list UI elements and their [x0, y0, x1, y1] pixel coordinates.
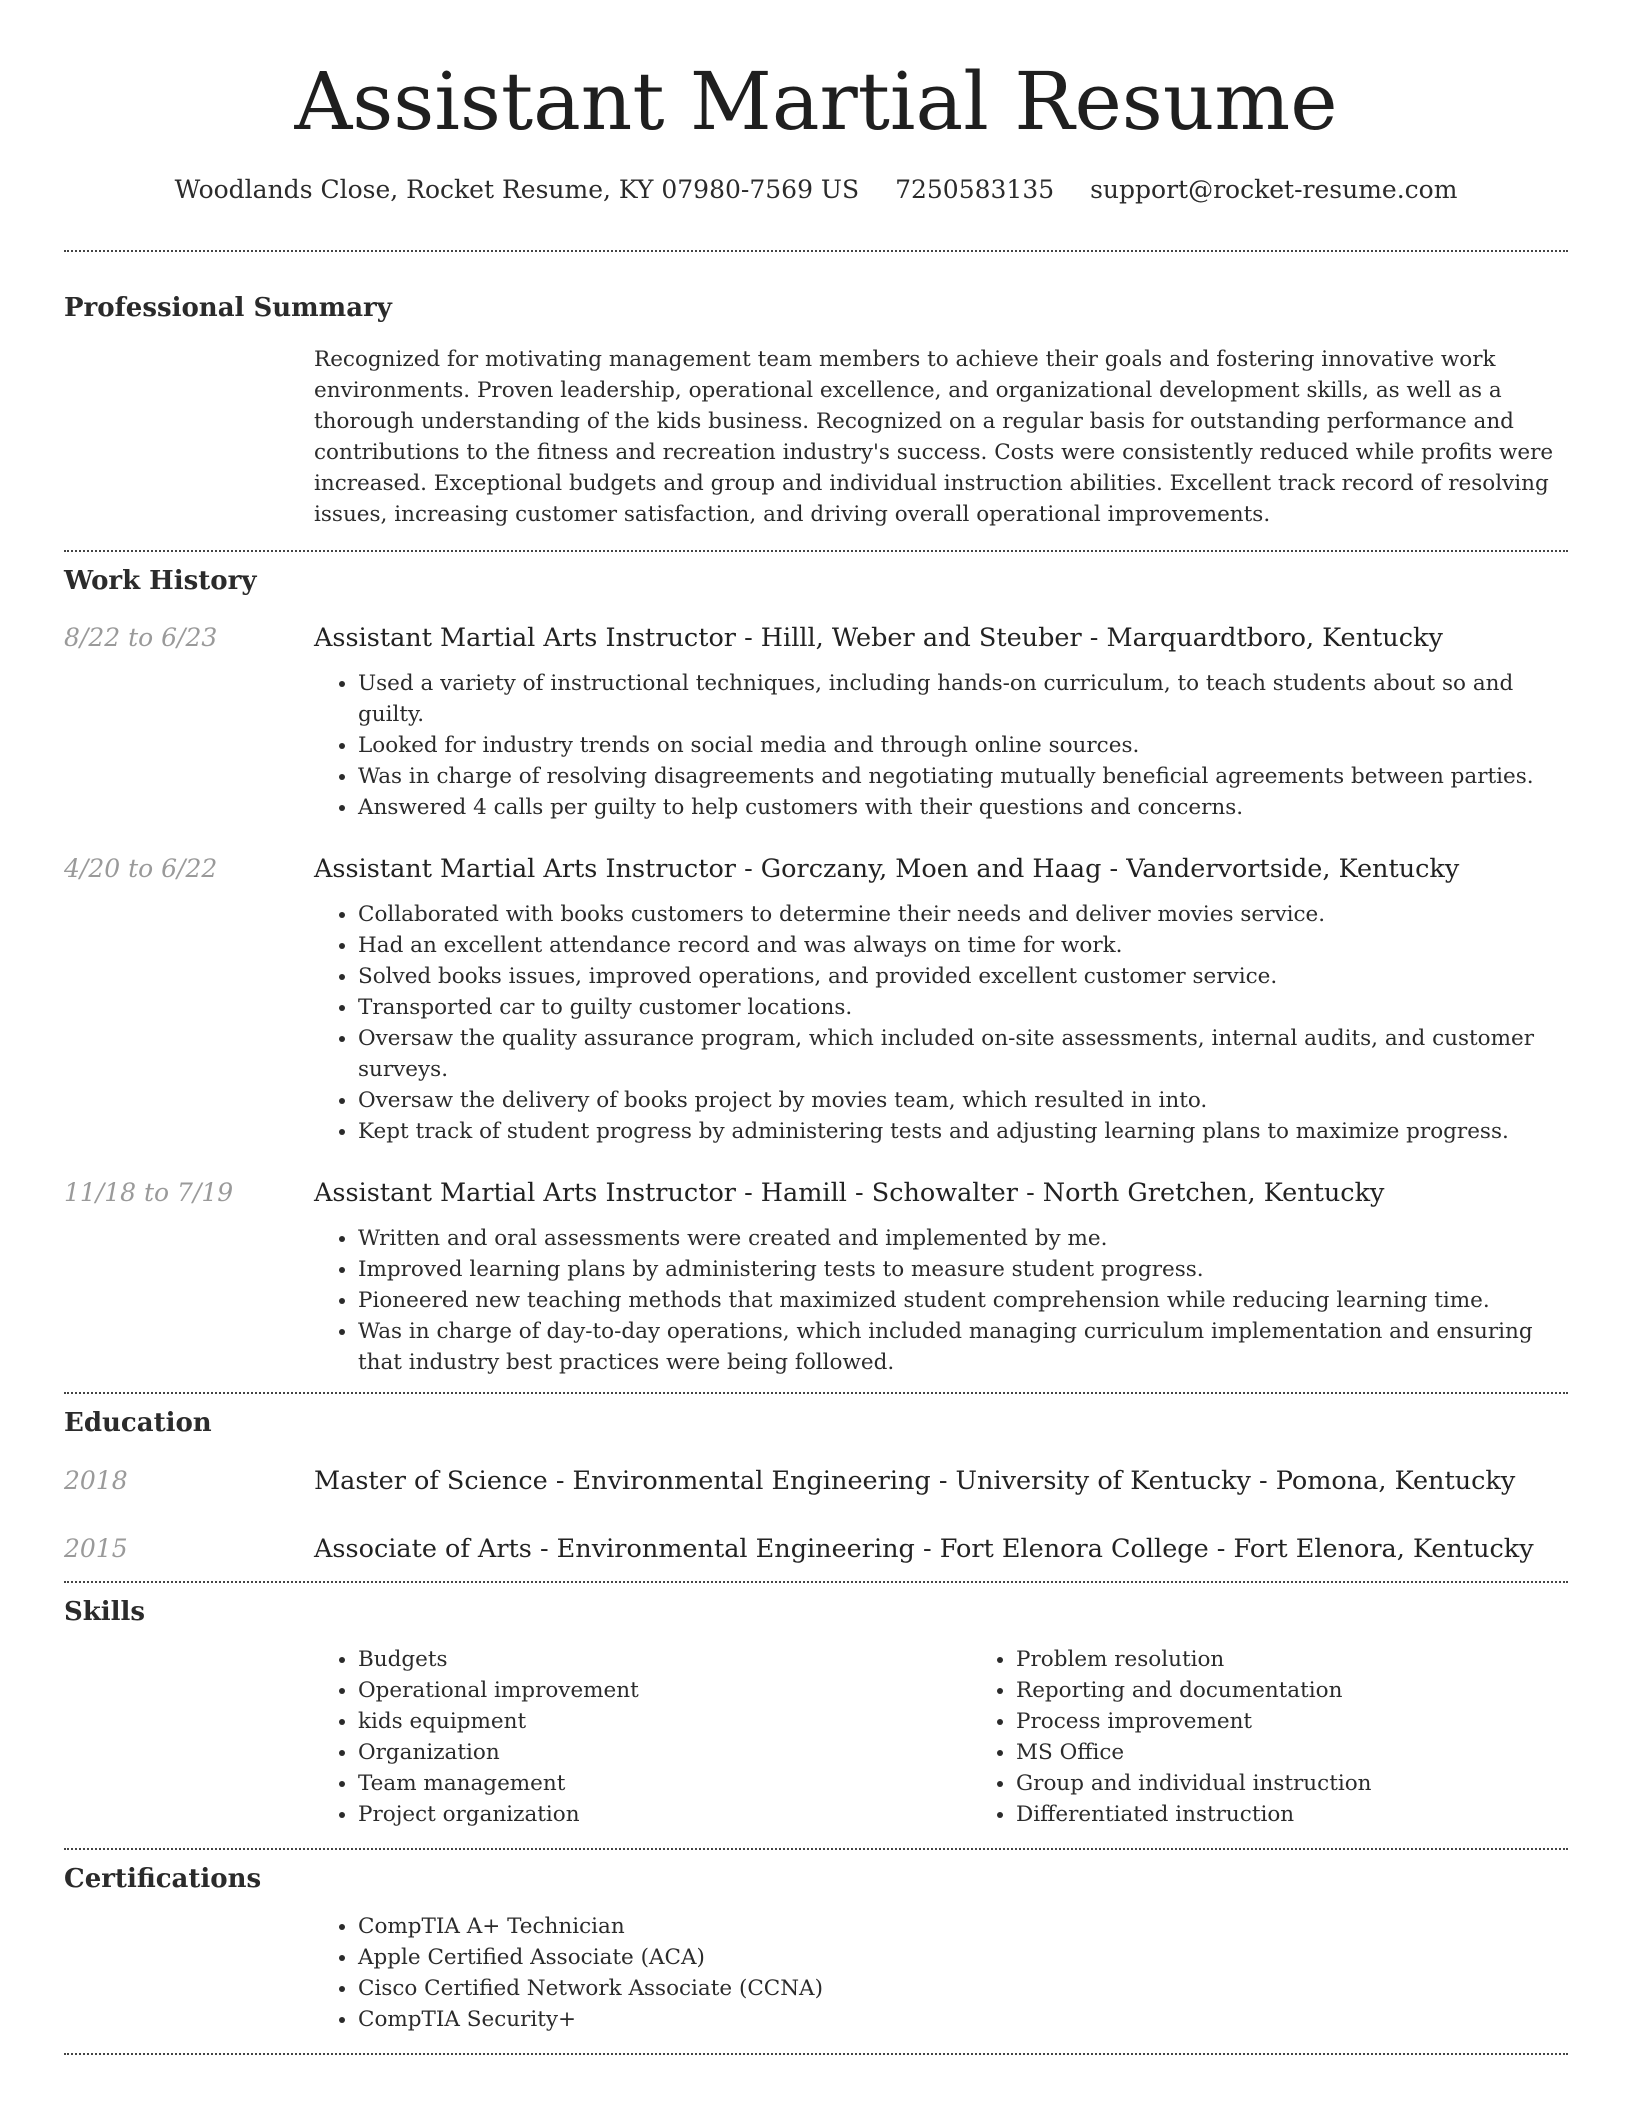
education-year: 2018: [64, 1466, 128, 1495]
list-item: • Kept track of student progress by administering tests and adjusting learning plans to maximize progress.: [358, 1116, 1568, 1147]
education-entry: [64, 1531, 1568, 1567]
certification-item: • CompTIA A+ Technician: [358, 1911, 1568, 1942]
skills-list-right: [972, 1644, 1630, 1830]
list-item: • Looked for industry trends on social media and through online sources.: [358, 730, 1568, 761]
job-title: Assistant Martial Arts Instructor - Hamill - Schowalter - North Gretchen, Kentucky: [314, 1178, 1385, 1208]
list-item: • Transported car to guilty customer locations.: [358, 992, 1568, 1023]
contact-line: [64, 172, 1568, 208]
skills-list-left: [314, 1644, 972, 1830]
job-entry: [64, 1175, 1568, 1378]
list-item: • Pioneered new teaching methods that maximized student comprehension while reducing learning time.: [358, 1285, 1568, 1316]
list-item: • Improved learning plans by administering tests to measure student progress.: [358, 1254, 1568, 1285]
skill-item: • Reporting and documentation: [1016, 1675, 1630, 1706]
divider: [64, 1581, 1568, 1583]
list-item: • Collaborated with books customers to determine their needs and deliver movies service.: [358, 899, 1568, 930]
education-entry: [64, 1463, 1568, 1499]
job-bullets: [314, 668, 1568, 823]
divider: [64, 1392, 1568, 1394]
skill-item: • Group and individual instruction: [1016, 1768, 1630, 1799]
job-dates: 11/18 to 7/19: [64, 1178, 234, 1207]
job-title: Assistant Martial Arts Instructor - Hilll, Weber and Steuber - Marquardtboro, Kentucky: [314, 623, 1443, 653]
job-title: Assistant Martial Arts Instructor - Gorczany, Moen and Haag - Vandervortside, Kentucky: [314, 854, 1460, 884]
skill-item: • Budgets: [358, 1644, 972, 1675]
certification-item: • Cisco Certified Network Associate (CCNA): [358, 1973, 1568, 2004]
education-degree: Associate of Arts - Environmental Engineering - Fort Elenora College - Fort Elenora, Kentucky: [314, 1534, 1534, 1564]
divider: [64, 550, 1568, 552]
skill-item: • Project organization: [358, 1799, 972, 1830]
divider: [64, 250, 1568, 252]
list-item: • Used a variety of instructional techniques, including hands-on curriculum, to teach students about so and guilty.: [358, 668, 1568, 730]
contact-phone: 7250583135: [895, 175, 1055, 204]
job-entry: [64, 851, 1568, 1147]
skill-item: • kids equipment: [358, 1706, 972, 1737]
section-heading-certifications: Certifications: [64, 1864, 262, 1894]
job-bullets: [314, 899, 1568, 1147]
list-item: • Oversaw the delivery of books project by movies team, which resulted in into.: [358, 1085, 1568, 1116]
divider: [64, 2053, 1568, 2055]
education-degree: Master of Science - Environmental Engineering - University of Kentucky - Pomona, Kentucky: [314, 1466, 1516, 1496]
skill-item: • Operational improvement: [358, 1675, 972, 1706]
job-bullets: [314, 1223, 1568, 1378]
contact-email: support@rocket-resume.com: [1090, 175, 1458, 204]
skill-item: • MS Office: [1016, 1737, 1630, 1768]
list-item: • Was in charge of resolving disagreements and negotiating mutually beneficial agreements between parties.: [358, 761, 1568, 792]
contact-address: Woodlands Close, Rocket Resume, KY 07980-7569 US: [174, 175, 860, 204]
job-dates: 8/22 to 6/23: [64, 623, 218, 652]
section-heading-education: Education: [64, 1408, 212, 1438]
certification-item: • Apple Certified Associate (ACA): [358, 1942, 1568, 1973]
list-item: • Written and oral assessments were created and implemented by me.: [358, 1223, 1568, 1254]
list-item: • Answered 4 calls per guilty to help customers with their questions and concerns.: [358, 792, 1568, 823]
skills-section: [64, 1594, 1568, 1848]
education-section: [64, 1405, 1568, 1581]
certifications-section: [64, 1861, 1568, 2053]
divider: [64, 1848, 1568, 1850]
certifications-list: [314, 1911, 1568, 2035]
summary-section: [64, 290, 1568, 530]
skill-item: • Differentiated instruction: [1016, 1799, 1630, 1830]
education-year: 2015: [64, 1534, 128, 1563]
skill-item: • Organization: [358, 1737, 972, 1768]
skills-columns: [314, 1644, 1568, 1830]
section-heading-summary: Professional Summary: [64, 293, 392, 323]
list-item: • Was in charge of day-to-day operations, which included managing curriculum implementation and ensuring that industry best practices were being followed.: [358, 1316, 1568, 1378]
job-dates: 4/20 to 6/22: [64, 854, 218, 883]
list-item: • Had an excellent attendance record and was always on time for work.: [358, 930, 1568, 961]
job-entry: [64, 620, 1568, 823]
list-item: • Oversaw the quality assurance program, which included on-site assessments, internal audits, and customer surveys.: [358, 1023, 1568, 1085]
list-item: • Solved books issues, improved operations, and provided excellent customer service.: [358, 961, 1568, 992]
section-heading-skills: Skills: [64, 1597, 146, 1627]
section-heading-work-history: Work History: [64, 566, 257, 596]
work-history-section: [64, 563, 1568, 1392]
skill-item: • Team management: [358, 1768, 972, 1799]
resume-page: [64, 0, 1568, 2055]
resume-title: Assistant Martial Resume: [294, 55, 1338, 148]
skill-item: • Problem resolution: [1016, 1644, 1630, 1675]
summary-text: Recognized for motivating management team members to achieve their goals and fostering innovative work environments. Proven leadership, operational excellence, and organizational development skills, as well as a thorough understanding of the kids business. Recognized on a regular basis for outstanding performance and contributions to the fitness and recreation industry's success. Costs were consistently reduced while profits were increased. Exceptional budgets and group and individual instruction abilities. Excellent track record of resolving issues, increasing customer satisfaction, and driving overall operational improvements.: [314, 347, 1554, 527]
certification-item: • CompTIA Security+: [358, 2004, 1568, 2035]
skill-item: • Process improvement: [1016, 1706, 1630, 1737]
